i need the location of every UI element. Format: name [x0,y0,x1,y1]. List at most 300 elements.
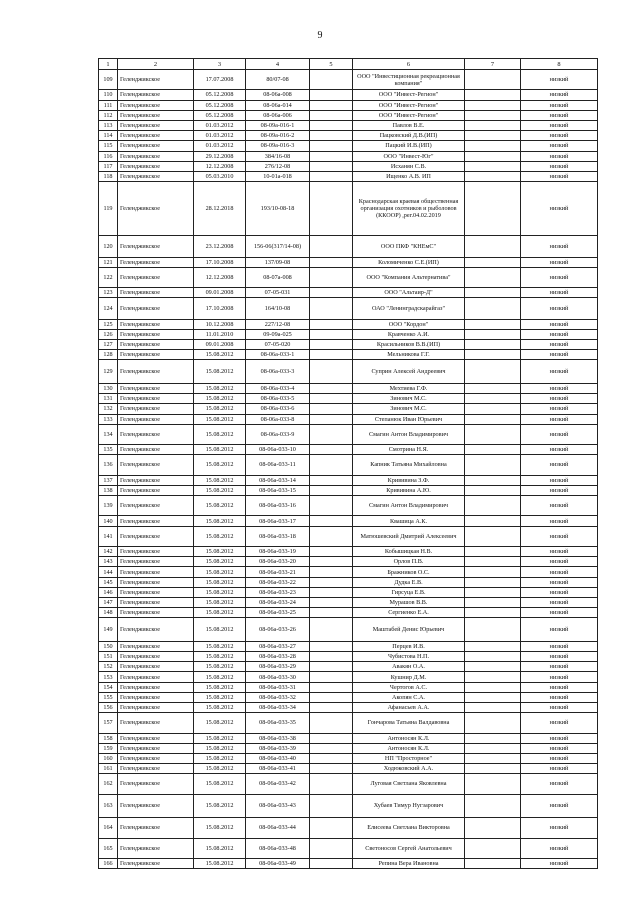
cell-risk-category: низкий [521,577,598,587]
cell-col5 [310,672,353,682]
header-cell-8: 8 [521,59,598,70]
cell-risk-category: низкий [521,672,598,682]
cell-date: 15.08.2012 [194,547,246,557]
cell-col7 [465,713,521,733]
cell-col7 [465,110,521,120]
cell-col5 [310,702,353,712]
cell-col7 [465,171,521,181]
cell-hunting-ground: Геленджикское [118,641,194,651]
cell-col5 [310,161,353,171]
cell-hunting-ground: Геленджикское [118,110,194,120]
cell-document: 08-06а-033-34 [246,702,310,712]
cell-col5 [310,329,353,339]
cell-document: 08-06а-033-26 [246,618,310,642]
cell-risk-category: низкий [521,858,598,868]
cell-hunting-ground: Геленджикское [118,858,194,868]
cell-user: ООО "Инвестиционная рекреационная компания" [353,70,465,90]
cell-number: 145 [99,577,118,587]
cell-user: Акопян С.А. [353,692,465,702]
cell-user: Исханян С.В. [353,161,465,171]
cell-date: 15.08.2012 [194,672,246,682]
cell-hunting-ground: Геленджикское [118,340,194,350]
table-row [99,394,598,404]
cell-col7 [465,120,521,130]
cell-date: 11.01.2010 [194,329,246,339]
cell-document: 08-06а-006 [246,110,310,120]
cell-col7 [465,360,521,384]
cell-date: 15.08.2012 [194,692,246,702]
cell-hunting-ground: Геленджикское [118,567,194,577]
cell-hunting-ground: Геленджикское [118,414,194,424]
cell-risk-category: низкий [521,587,598,597]
cell-col7 [465,818,521,838]
cell-date: 15.08.2012 [194,475,246,485]
table-row [99,682,598,692]
cell-col7 [465,764,521,774]
cell-user: ООО ПКФ "КНЕмС" [353,236,465,257]
cell-col5 [310,587,353,597]
table-row [99,329,598,339]
cell-date: 12.12.2008 [194,161,246,171]
cell-date: 17.07.2008 [194,70,246,90]
cell-number: 113 [99,120,118,130]
cell-number: 124 [99,298,118,319]
cell-user: Ищенко А.В. ИП [353,171,465,181]
cell-col5 [310,182,353,236]
cell-date: 15.08.2012 [194,794,246,818]
cell-hunting-ground: Геленджикское [118,383,194,393]
cell-col7 [465,455,521,475]
cell-col5 [310,360,353,384]
cell-document: 08-06а-033-28 [246,652,310,662]
cell-col5 [310,319,353,329]
cell-document: 08-06а-033-4 [246,383,310,393]
cell-date: 15.08.2012 [194,445,246,455]
cell-number: 126 [99,329,118,339]
table-row [99,485,598,495]
cell-risk-category: низкий [521,764,598,774]
cell-user: НП "Просторное" [353,753,465,763]
cell-col7 [465,90,521,100]
cell-document: 08-06а-033-43 [246,794,310,818]
cell-col7 [465,319,521,329]
table-row [99,257,598,267]
cell-document: 08-06а-033-41 [246,764,310,774]
cell-risk-category: низкий [521,151,598,161]
cell-col7 [465,743,521,753]
header-cell-5: 5 [310,59,353,70]
header-cell-6: 6 [353,59,465,70]
cell-col5 [310,171,353,181]
cell-col5 [310,120,353,130]
table-row [99,858,598,868]
cell-document: 08-06а-033-23 [246,587,310,597]
cell-hunting-ground: Геленджикское [118,151,194,161]
cell-date: 05.03.2010 [194,171,246,181]
cell-user: ООО "Кордон" [353,319,465,329]
cell-date: 17.10.2008 [194,257,246,267]
cell-col5 [310,567,353,577]
cell-col5 [310,110,353,120]
table-row [99,120,598,130]
cell-document: 08-06а-033-14 [246,475,310,485]
cell-date: 05.12.2008 [194,90,246,100]
cell-hunting-ground: Геленджикское [118,516,194,526]
cell-col5 [310,764,353,774]
cell-hunting-ground: Геленджикское [118,394,194,404]
cell-hunting-ground: Геленджикское [118,120,194,130]
cell-col7 [465,577,521,587]
cell-col7 [465,70,521,90]
cell-col5 [310,340,353,350]
cell-document: 156-06(317/14-08) [246,236,310,257]
cell-number: 120 [99,236,118,257]
cell-date: 01.03.2012 [194,120,246,130]
cell-document: 08-06а-033-49 [246,858,310,868]
cell-user: Смагин Антон Владимирович [353,496,465,516]
cell-col7 [465,567,521,577]
cell-number: 134 [99,424,118,444]
cell-col7 [465,257,521,267]
cell-user: ООО "Инвест-Регион" [353,100,465,110]
cell-risk-category: низкий [521,455,598,475]
cell-date: 28.12.2018 [194,182,246,236]
cell-col5 [310,516,353,526]
cell-risk-category: низкий [521,618,598,642]
cell-document: 07-05-020 [246,340,310,350]
cell-user: Пацкий И.В.(ИП) [353,141,465,151]
cell-risk-category: низкий [521,567,598,577]
cell-date: 15.08.2012 [194,818,246,838]
header-cell-3: 3 [194,59,246,70]
cell-date: 15.08.2012 [194,774,246,794]
cell-document: 08-06а-033-20 [246,557,310,567]
cell-document: 08-06а-033-6 [246,404,310,414]
cell-user: Зинович М.С. [353,404,465,414]
cell-col5 [310,70,353,90]
cell-risk-category: низкий [521,692,598,702]
table-row [99,319,598,329]
cell-col5 [310,557,353,567]
cell-user: Бражников О.С. [353,567,465,577]
cell-number: 157 [99,713,118,733]
cell-date: 15.08.2012 [194,753,246,763]
cell-date: 15.08.2012 [194,764,246,774]
cell-col5 [310,692,353,702]
cell-user: Краснодарская краевая общественная организация охотников и рыболовов (ККООР) ,рег.04.02.2019 [353,182,465,236]
cell-number: 112 [99,110,118,120]
table-row [99,496,598,516]
cell-user: Смагин Антон Владимирович [353,424,465,444]
cell-date: 15.08.2012 [194,485,246,495]
cell-date: 15.08.2012 [194,383,246,393]
cell-number: 138 [99,485,118,495]
cell-col5 [310,131,353,141]
cell-user: Антоносян К.Л. [353,733,465,743]
cell-col7 [465,692,521,702]
table-row [99,743,598,753]
cell-hunting-ground: Геленджикское [118,267,194,287]
cell-number: 147 [99,597,118,607]
cell-col7 [465,838,521,858]
cell-risk-category: низкий [521,236,598,257]
cell-number: 142 [99,547,118,557]
cell-hunting-ground: Геленджикское [118,445,194,455]
cell-col5 [310,682,353,692]
cell-document: 08-06а-033-15 [246,485,310,495]
table-row [99,567,598,577]
cell-number: 118 [99,171,118,181]
cell-user: Репина Вера Ивановна [353,858,465,868]
cell-user: Дудка Е.В. [353,577,465,587]
cell-date: 10.12.2008 [194,319,246,329]
cell-user: Перцев И.В. [353,641,465,651]
cell-risk-category: низкий [521,182,598,236]
cell-hunting-ground: Геленджикское [118,652,194,662]
cell-document: 08-06а-033-48 [246,838,310,858]
cell-date: 15.08.2012 [194,662,246,672]
cell-number: 136 [99,455,118,475]
cell-col7 [465,526,521,546]
cell-col7 [465,350,521,360]
cell-col7 [465,329,521,339]
table-row [99,424,598,444]
cell-col5 [310,577,353,587]
cell-hunting-ground: Геленджикское [118,171,194,181]
cell-number: 159 [99,743,118,753]
cell-col7 [465,672,521,682]
cell-user: Пацковский Д.В.(ИП) [353,131,465,141]
cell-col7 [465,733,521,743]
cell-risk-category: низкий [521,702,598,712]
cell-col7 [465,597,521,607]
cell-risk-category: низкий [521,516,598,526]
cell-risk-category: низкий [521,70,598,90]
cell-hunting-ground: Геленджикское [118,526,194,546]
table-row [99,360,598,384]
cell-document: 08-06а-033-22 [246,577,310,587]
table-row [99,298,598,319]
cell-col7 [465,404,521,414]
cell-date: 15.08.2012 [194,618,246,642]
cell-number: 115 [99,141,118,151]
cell-risk-category: низкий [521,794,598,818]
cell-hunting-ground: Геленджикское [118,329,194,339]
cell-document: 08-06а-033-27 [246,641,310,651]
cell-number: 122 [99,267,118,287]
cell-document: 08-06а-033-3 [246,360,310,384]
cell-risk-category: низкий [521,496,598,516]
table-row [99,350,598,360]
cell-document: 08-06а-033-5 [246,394,310,404]
cell-risk-category: низкий [521,475,598,485]
cell-user: Павлов В.Е. [353,120,465,130]
cell-col7 [465,652,521,662]
cell-user: Красильников В.В.(ИП) [353,340,465,350]
cell-user: Афанасьев А.А. [353,702,465,712]
cell-col5 [310,774,353,794]
cell-document: 227/12-08 [246,319,310,329]
table-row [99,100,598,110]
cell-hunting-ground: Геленджикское [118,236,194,257]
cell-col7 [465,516,521,526]
cell-risk-category: низкий [521,662,598,672]
cell-document: 08-06а-033-24 [246,597,310,607]
cell-col5 [310,733,353,743]
cell-col7 [465,662,521,672]
cell-number: 114 [99,131,118,141]
cell-date: 12.12.2008 [194,267,246,287]
cell-col7 [465,236,521,257]
cell-number: 150 [99,641,118,651]
table-row [99,838,598,858]
table-row [99,587,598,597]
cell-number: 146 [99,587,118,597]
cell-document: 08-06а-033-35 [246,713,310,733]
cell-col5 [310,475,353,485]
cell-col5 [310,838,353,858]
cell-col5 [310,455,353,475]
cell-user: Хубаев Тимур Нугзарович [353,794,465,818]
table-row [99,733,598,743]
cell-col7 [465,557,521,567]
cell-hunting-ground: Геленджикское [118,288,194,298]
cell-date: 15.08.2012 [194,608,246,618]
cell-col7 [465,608,521,618]
cell-col7 [465,267,521,287]
cell-col5 [310,485,353,495]
cell-user: ООО "Инвест-Регион" [353,90,465,100]
cell-user: Сергиенко Е.А. [353,608,465,618]
cell-number: 127 [99,340,118,350]
cell-risk-category: низкий [521,329,598,339]
cell-date: 15.08.2012 [194,641,246,651]
cell-risk-category: низкий [521,298,598,319]
cell-document: 08-06а-033-9 [246,424,310,444]
cell-number: 123 [99,288,118,298]
cell-col7 [465,414,521,424]
cell-col7 [465,618,521,642]
cell-col7 [465,774,521,794]
cell-hunting-ground: Геленджикское [118,547,194,557]
cell-date: 15.08.2012 [194,455,246,475]
cell-number: 160 [99,753,118,763]
cell-date: 01.03.2012 [194,131,246,141]
cell-document: 08-06а-033-32 [246,692,310,702]
cell-hunting-ground: Геленджикское [118,131,194,141]
cell-user: Ходюковский А.А. [353,764,465,774]
table-row [99,526,598,546]
cell-user: Мурашов В.В. [353,597,465,607]
table-row [99,794,598,818]
cell-number: 125 [99,319,118,329]
cell-risk-category: низкий [521,120,598,130]
cell-risk-category: низкий [521,597,598,607]
table-row [99,414,598,424]
table-row [99,131,598,141]
cell-risk-category: низкий [521,713,598,733]
table-row [99,161,598,171]
cell-col5 [310,151,353,161]
cell-risk-category: низкий [521,557,598,567]
cell-col7 [465,131,521,141]
cell-date: 15.08.2012 [194,526,246,546]
cell-document: 08-06а-033-11 [246,455,310,475]
table-body [99,59,598,869]
cell-hunting-ground: Геленджикское [118,161,194,171]
cell-risk-category: низкий [521,319,598,329]
cell-document: 384/16-08 [246,151,310,161]
cell-risk-category: низкий [521,414,598,424]
table-row [99,764,598,774]
cell-col7 [465,182,521,236]
cell-number: 117 [99,161,118,171]
cell-number: 163 [99,794,118,818]
cell-hunting-ground: Геленджикское [118,733,194,743]
cell-hunting-ground: Геленджикское [118,702,194,712]
cell-col7 [465,858,521,868]
cell-col5 [310,597,353,607]
cell-document: 08-06а-033-29 [246,662,310,672]
table-row [99,818,598,838]
cell-number: 161 [99,764,118,774]
cell-user: Орлов П.В. [353,557,465,567]
cell-user: ООО "Инвест-Регион" [353,110,465,120]
cell-user: Светоносов Сергей Анатольевич [353,838,465,858]
table-row [99,90,598,100]
cell-date: 23.12.2008 [194,236,246,257]
cell-document: 08-06а-033-21 [246,567,310,577]
cell-risk-category: низкий [521,608,598,618]
cell-hunting-ground: Геленджикское [118,455,194,475]
cell-col7 [465,298,521,319]
cell-number: 151 [99,652,118,662]
cell-risk-category: низкий [521,485,598,495]
cell-risk-category: низкий [521,682,598,692]
cell-hunting-ground: Геленджикское [118,360,194,384]
cell-hunting-ground: Геленджикское [118,404,194,414]
cell-user: Капник Татьяна Михайловна [353,455,465,475]
cell-user: Зинович М.С. [353,394,465,404]
cell-col5 [310,641,353,651]
cell-col5 [310,445,353,455]
cell-date: 15.08.2012 [194,404,246,414]
cell-user: Крививина А.Ю. [353,485,465,495]
cell-date: 15.08.2012 [194,702,246,712]
table-row [99,652,598,662]
cell-user: Авакян О.А. [353,662,465,672]
cell-date: 15.08.2012 [194,733,246,743]
table-row [99,404,598,414]
cell-hunting-ground: Геленджикское [118,350,194,360]
cell-number: 148 [99,608,118,618]
table-row [99,288,598,298]
cell-user: Кобышицкая Н.В. [353,547,465,557]
cell-col7 [465,340,521,350]
cell-document: 08-06а-033-19 [246,547,310,557]
cell-user: Кушнир Д.М. [353,672,465,682]
cell-col5 [310,414,353,424]
cell-user: Суприн Алексей Андреевич [353,360,465,384]
cell-number: 155 [99,692,118,702]
cell-hunting-ground: Геленджикское [118,182,194,236]
table-row [99,608,598,618]
table-header-row [99,59,598,70]
cell-col7 [465,424,521,444]
table-row [99,713,598,733]
cell-col5 [310,100,353,110]
cell-date: 15.08.2012 [194,577,246,587]
